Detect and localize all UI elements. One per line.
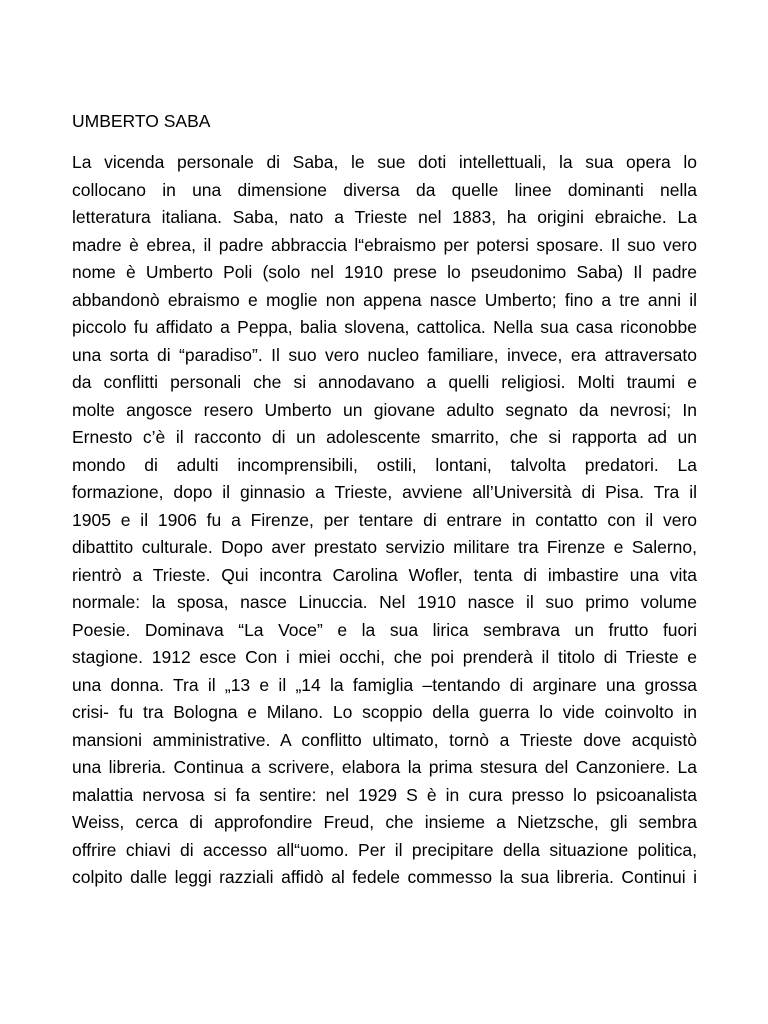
text-line: molte angosce resero Umberto un giovane adulto segnato da nevrosi; In — [72, 399, 697, 420]
text-line: rientrò a Trieste. Qui incontra Carolina Wofler, tenta di imbastire una vita — [72, 564, 697, 585]
text-line: piccolo fu affidato a Peppa, balia slovena, cattolica. Nella sua casa riconobbe — [72, 317, 697, 337]
text-line: nome è Umberto Poli (solo nel 1910 prese lo pseudonimo Saba) Il padre — [72, 262, 697, 282]
text-line: abbandonò ebraismo e moglie non appena nasce Umberto; fino a tre anni il — [72, 289, 697, 310]
text-line: mansioni amministrative. A conflitto ultimato, tornò a Trieste dove acquistò — [72, 729, 697, 750]
text-line: Ernesto c’è il racconto di un adolescente smarrito, che si rapporta ad un — [72, 427, 697, 447]
document-title: UMBERTO SABA — [72, 111, 211, 131]
text-line: 1905 e il 1906 fu a Firenze, per tentare di entrare in contatto con il vero — [72, 509, 697, 530]
text-line: una donna. Tra il „13 e il „14 la famiglia –tentando di arginare una grossa — [72, 674, 697, 695]
text-line: mondo di adulti incomprensibili, ostili, lontani, talvolta predatori. La — [72, 454, 697, 475]
text-line: dibattito culturale. Dopo aver prestato servizio militare tra Firenze e Salerno, — [72, 537, 697, 557]
text-line: formazione, dopo il ginnasio a Trieste, avviene all’Università di Pisa. Tra il — [72, 482, 697, 502]
text-line: malattia nervosa si fa sentire: nel 1929 S è in cura presso lo psicoanalista — [72, 784, 697, 805]
text-line: una sorta di “paradiso”. Il suo vero nucleo familiare, invece, era attraversato — [72, 344, 697, 365]
text-line: normale: la sposa, nasce Linuccia. Nel 1910 nasce il suo primo volume — [72, 592, 697, 612]
document-body — [72, 149, 697, 892]
text-line: offrire chiavi di accesso all“uomo. Per il precipitare della situazione politica, — [72, 839, 697, 860]
text-line: La vicenda personale di Saba, le sue doti intellettuali, la sua opera lo — [72, 152, 697, 172]
text-line: Weiss, cerca di approfondire Freud, che insieme a Nietzsche, gli sembra — [72, 812, 697, 832]
text-line: crisi- fu tra Bologna e Milano. Lo scoppio della guerra lo vide coinvolto in — [72, 702, 697, 722]
text-line: da conflitti personali che si annodavano a quelli religiosi. Molti traumi e — [72, 372, 697, 392]
text-line: collocano in una dimensione diversa da quelle linee dominanti nella — [72, 179, 697, 200]
text-line: una libreria. Continua a scrivere, elabora la prima stesura del Canzoniere. La — [72, 757, 697, 777]
text-line: stagione. 1912 esce Con i miei occhi, che poi prenderà il titolo di Trieste e — [72, 647, 697, 667]
text-line: letteratura italiana. Saba, nato a Trieste nel 1883, ha origini ebraiche. La — [72, 207, 697, 227]
text-line: madre è ebrea, il padre abbraccia l“ebraismo per potersi sposare. Il suo vero — [72, 234, 697, 255]
text-line: Poesie. Dominava “La Voce” e la sua lirica sembrava un frutto fuori — [72, 619, 697, 640]
text-line: colpito dalle leggi razziali affidò al fedele commesso la sua libreria. Continui i — [72, 867, 697, 887]
